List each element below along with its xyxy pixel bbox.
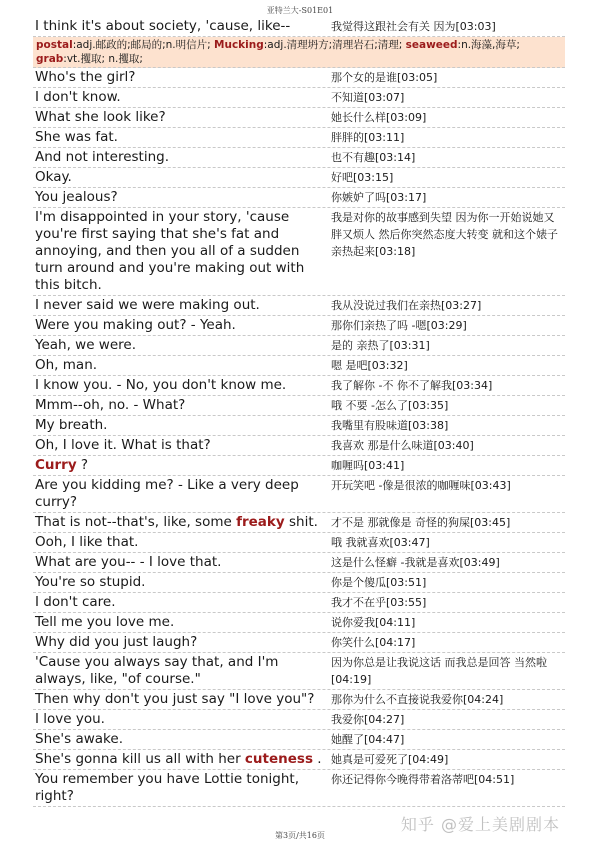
- line-text: That is not--that's, like, some: [35, 514, 237, 530]
- chinese-line: 你还记得你今晚得带着洛蒂吧[04:51]: [331, 773, 515, 786]
- chinese-line: 胖胖的[03:11]: [331, 131, 405, 144]
- table-row: [33, 336, 565, 356]
- english-line: I never said we were making out.: [35, 297, 260, 313]
- chinese-line: 我爱你[04:27]: [331, 713, 405, 726]
- chinese-line: 她长什么样[03:09]: [331, 111, 427, 124]
- english-line: [33, 513, 327, 532]
- table-row: [33, 436, 565, 456]
- english-line: Yeah, we were.: [35, 337, 137, 353]
- line-text: She's gonna kill us all with her: [35, 751, 245, 767]
- table-row: [33, 653, 565, 690]
- chinese-line: 哦 我就喜欢[03:47]: [331, 536, 430, 549]
- chinese-line: 那你为什么不直接说我爱你[04:24]: [331, 693, 504, 706]
- table-row: [33, 613, 565, 633]
- english-line: Who's the girl?: [35, 69, 136, 85]
- table-row: [33, 168, 565, 188]
- highlighted-word: Curry: [35, 457, 77, 473]
- table-row: [33, 128, 565, 148]
- vocabulary-gloss: [33, 37, 565, 68]
- chinese-line: 我是对你的故事感到失望 因为你一开始说她又胖又烦人 然后你突然态度大转变 就和这个婊子亲热起来[03:18]: [331, 211, 558, 258]
- table-row: [33, 208, 565, 296]
- english-line: My breath.: [35, 417, 108, 433]
- chinese-line: 那你们亲热了吗 -嗯[03:29]: [331, 319, 467, 332]
- subtitle-rows: [33, 68, 565, 807]
- english-line: 'Cause you always say that, and I'm always, like, "of course.": [35, 654, 283, 687]
- table-row: [33, 710, 565, 730]
- english-line: You jealous?: [35, 189, 118, 205]
- english-line: I don't care.: [35, 594, 116, 610]
- english-line: Oh, man.: [35, 357, 98, 373]
- english-line: You remember you have Lottie tonight, right?: [35, 771, 304, 804]
- chinese-line: 开玩笑吧 -像是很浓的咖喱味[03:43]: [331, 479, 511, 492]
- english-line: What she look like?: [35, 109, 166, 125]
- gloss-word: postal: [36, 39, 73, 51]
- chinese-line: 咖喱吗[03:41]: [331, 459, 405, 472]
- table-row: [33, 553, 565, 573]
- chinese-line: 我嘴里有股味道[03:38]: [331, 419, 449, 432]
- table-row: [33, 376, 565, 396]
- english-line: Why did you just laugh?: [35, 634, 198, 650]
- english-line: What are you-- - I love that.: [35, 554, 222, 570]
- chinese-line: 我才不在乎[03:55]: [331, 596, 427, 609]
- gloss-word: grab: [36, 53, 64, 65]
- table-row: [33, 513, 565, 533]
- english-line: Tell me you love me.: [35, 614, 175, 630]
- table-row: [33, 456, 565, 476]
- chinese-line: 不知道[03:07]: [331, 91, 405, 104]
- gloss-definition: :adj.邮政的;邮局的;n.明信片;: [72, 39, 215, 51]
- table-row: [33, 476, 565, 513]
- english-line: I don't know.: [35, 89, 121, 105]
- chinese-line: 说你爱我[04:11]: [331, 616, 416, 629]
- table-row: [33, 573, 565, 593]
- chinese-line: 她真是可爱死了[04:49]: [331, 753, 449, 766]
- english-line: I'm disappointed in your story, 'cause you're first saying that she's fat and annoying, and then you all of a sudden turn around and you're making out with this bitch.: [35, 209, 309, 293]
- table-row: [33, 770, 565, 807]
- english-line: I know you. - No, you don't know me.: [35, 377, 287, 393]
- english-line: [33, 456, 327, 475]
- chinese-line: 我从没说过我们在亲热[03:27]: [331, 299, 482, 312]
- line-text: .: [312, 751, 322, 767]
- chinese-line: 你嫉妒了吗[03:17]: [331, 191, 427, 204]
- table-row: [33, 17, 565, 37]
- gloss-word: seaweed: [405, 39, 458, 51]
- table-row: [33, 356, 565, 376]
- chinese-line: 她醒了[04:47]: [331, 733, 405, 746]
- table-row: [33, 633, 565, 653]
- chinese-line: 你笑什么[04:17]: [331, 636, 416, 649]
- gloss-definition: :adj.清理坍方;清理岩石;清理;: [263, 39, 406, 51]
- english-line: She's awake.: [35, 731, 123, 747]
- gloss-definition: :vt.攫取; n.攫取;: [63, 53, 143, 65]
- highlighted-word: cuteness: [244, 751, 313, 767]
- chinese-line: 你是个傻瓜[03:51]: [331, 576, 427, 589]
- english-line: Okay.: [35, 169, 72, 185]
- english-line: She was fat.: [35, 129, 118, 145]
- table-row: [33, 68, 565, 88]
- chinese-line: 也不有趣[03:14]: [331, 151, 416, 164]
- gloss-word: Mucking: [214, 39, 264, 51]
- page-header: 亚特兰大-S01E01: [266, 6, 334, 15]
- english-line: And not interesting.: [35, 149, 170, 165]
- chinese-line: 因为你总是让我说这话 而我总是回答 当然啦[04:19]: [331, 656, 547, 686]
- english-line: Oh, I love it. What is that?: [35, 437, 211, 453]
- table-row: [33, 396, 565, 416]
- chinese-line: 那个女的是谁[03:05]: [331, 71, 438, 84]
- english-line: Were you making out? - Yeah.: [35, 317, 236, 333]
- english-line: I think it's about society, 'cause, like--: [35, 18, 291, 34]
- table-row: [33, 88, 565, 108]
- english-line: Are you kidding me? - Like a very deep curry?: [35, 477, 304, 510]
- chinese-line: 哦 不要 -怎么了[03:35]: [331, 399, 449, 412]
- chinese-line: 我觉得这跟社会有关 因为[03:03]: [331, 20, 496, 33]
- table-row: [33, 296, 565, 316]
- table-row: [33, 188, 565, 208]
- chinese-line: 是的 亲热了[03:31]: [331, 339, 430, 352]
- line-text: ?: [76, 457, 89, 473]
- watermark: 知乎 @爱上美剧剧本: [400, 815, 560, 834]
- english-line: Mmm--oh, no. - What?: [35, 397, 186, 413]
- chinese-line: 才不是 那就像是 奇怪的狗屎[03:45]: [331, 516, 511, 529]
- gloss-definition: :n.海藻,海草;: [457, 39, 520, 51]
- table-row: [33, 750, 565, 770]
- table-row: [33, 690, 565, 710]
- english-line: You're so stupid.: [35, 574, 146, 590]
- table-row: [33, 593, 565, 613]
- english-line: Ooh, I like that.: [35, 534, 139, 550]
- table-row: [33, 533, 565, 553]
- highlighted-word: freaky: [236, 514, 285, 530]
- chinese-line: 我喜欢 那是什么味道[03:40]: [331, 439, 474, 452]
- chinese-line: 好吧[03:15]: [331, 171, 394, 184]
- chinese-line: 这是什么怪癖 -我就是喜欢[03:49]: [331, 556, 500, 569]
- english-line: Then why don't you just say "I love you"?: [35, 691, 315, 707]
- table-row: [33, 730, 565, 750]
- table-row: [33, 108, 565, 128]
- page-footer: 第3页/共16页: [275, 831, 325, 840]
- english-line: I love you.: [35, 711, 105, 727]
- subtitle-table: [33, 17, 565, 807]
- table-row: [33, 416, 565, 436]
- table-row: [33, 316, 565, 336]
- line-text: shit.: [284, 514, 318, 530]
- chinese-line: 我了解你 -不 你不了解我[03:34]: [331, 379, 493, 392]
- chinese-line: 嗯 是吧[03:32]: [331, 359, 408, 372]
- english-line: [33, 750, 327, 769]
- table-row: [33, 148, 565, 168]
